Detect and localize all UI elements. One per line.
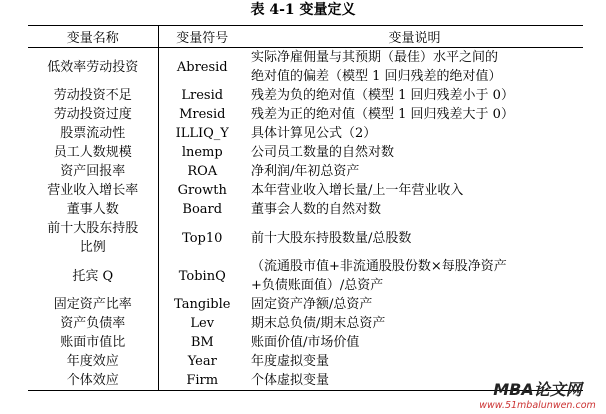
variable-description-cell (246, 105, 583, 124)
variable-description-line: 公司员工数量的自然对数 (251, 145, 395, 160)
variable-name-line: 劳动投资过度 (53, 107, 132, 122)
variable-description-cell (246, 295, 583, 314)
variable-symbol-cell: Growth (177, 183, 227, 198)
variable-name-line: 托宾 Q (72, 268, 114, 284)
variable-description-line: （流通股市值+非流通股股份数×每股净资产 (251, 259, 507, 274)
table-row (28, 48, 583, 87)
variable-name-cell (28, 295, 158, 314)
variable-name-line: 低效率劳动投资 (47, 59, 139, 75)
variable-description-cell (246, 200, 583, 219)
table-row (28, 181, 583, 200)
variable-description-line: 前十大股东持股数量/总股数 (251, 230, 412, 246)
variable-name-line: 固定资产比率 (53, 297, 132, 312)
table-caption: 表 4-1 变量定义 (250, 2, 356, 18)
table-header-row (28, 26, 583, 48)
variable-description-cell (246, 352, 583, 371)
table-row (28, 333, 583, 352)
variable-name-cell (28, 86, 158, 105)
table-row (28, 314, 583, 333)
variable-description-line: +负债账面值）/总资产 (251, 278, 384, 293)
variable-name-line: 资产负债率 (60, 316, 126, 331)
variable-description-cell (246, 162, 583, 181)
variable-name-cell (28, 257, 158, 295)
variable-name-line: 营业收入增长率 (47, 183, 139, 198)
variable-description-cell (246, 124, 583, 143)
variable-symbol-cell: Lev (190, 316, 215, 331)
table-row (28, 124, 583, 143)
variable-name-line: 劳动投资不足 (53, 88, 132, 103)
variable-name-cell (28, 200, 158, 219)
table-body (28, 48, 583, 391)
table-row (28, 143, 583, 162)
watermark-logo (475, 380, 600, 412)
header-variable-name: 变量名称 (28, 26, 158, 48)
variable-name-cell (28, 48, 158, 87)
variable-description-line: 期末总负债/期末总资产 (251, 316, 386, 331)
table-row (28, 257, 583, 295)
variable-name-cell (28, 181, 158, 200)
variable-description-cell (246, 219, 583, 257)
variable-name-line: 个体效应 (66, 373, 119, 388)
variable-definition-table (28, 25, 583, 391)
watermark-url: www.51mbalunwen.com (479, 400, 596, 411)
variable-description-line: 残差为负的绝对值（模型 1 回归残差小于 0） (251, 88, 514, 103)
variable-description-cell (246, 48, 583, 87)
table-row (28, 162, 583, 181)
variable-description-line: 具体计算见公式（2） (251, 126, 377, 141)
variable-description-line: 固定资产净额/总资产 (251, 297, 373, 312)
watermark-brand: MBA论文网 (493, 380, 582, 399)
variable-description-cell (246, 257, 583, 295)
variable-symbol-cell: Year (187, 354, 217, 369)
variable-description-line: 个体虚拟变量 (251, 373, 330, 388)
variable-description-cell (246, 181, 583, 200)
variable-symbol-cell: Lresid (181, 88, 224, 103)
variable-name-line: 资产回报率 (60, 164, 126, 179)
table-row (28, 295, 583, 314)
variable-description-cell (246, 86, 583, 105)
variable-name-cell (28, 333, 158, 352)
variable-symbol-cell: ILLIQ_Y (175, 126, 229, 141)
variable-description-cell (246, 333, 583, 352)
variable-symbol-cell: Tangible (174, 297, 231, 312)
variable-symbol-cell: BM (190, 335, 214, 350)
variable-symbol-cell: lnemp (181, 145, 223, 160)
variable-name-cell (28, 371, 158, 391)
table-row (28, 86, 583, 105)
variable-description-line: 董事会人数的自然对数 (251, 202, 382, 217)
variable-name-line: 账面市值比 (60, 335, 126, 350)
header-variable-description: 变量说明 (246, 26, 583, 48)
variable-name-line: 年度效应 (66, 354, 119, 369)
variable-name-cell (28, 105, 158, 124)
variable-description-cell (246, 143, 583, 162)
table-row (28, 105, 583, 124)
variable-name-line: 董事人数 (66, 202, 119, 217)
table-row (28, 200, 583, 219)
variable-description-cell (246, 314, 583, 333)
variable-symbol-cell: ROA (187, 164, 218, 179)
variable-description-line: 残差为正的绝对值（模型 1 回归残差大于 0） (251, 107, 514, 122)
table-row (28, 219, 583, 257)
variable-description-line: 年度虚拟变量 (251, 354, 330, 369)
variable-description-line: 实际净雇佣量与其预期（最佳）水平之间的 (251, 50, 499, 65)
variable-symbol-cell: Board (182, 202, 223, 217)
variable-name-cell (28, 143, 158, 162)
variable-name-line: 股票流动性 (60, 126, 126, 141)
variable-name-cell (28, 124, 158, 143)
table-row (28, 352, 583, 371)
variable-name-cell (28, 219, 158, 257)
variable-name-line: 比例 (79, 240, 106, 255)
variable-description-line: 净利润/年初总资产 (251, 164, 360, 179)
variable-name-cell (28, 162, 158, 181)
variable-symbol-cell: Mresid (179, 107, 226, 122)
variable-name-cell (28, 314, 158, 333)
header-variable-symbol: 变量符号 (158, 26, 246, 48)
variable-symbol-cell: Top10 (182, 230, 223, 246)
variable-name-line: 员工人数规模 (53, 145, 132, 160)
variable-description-line: 绝对值的偏差（模型 1 回归残差的绝对值） (251, 69, 502, 84)
variable-symbol-cell: Abresid (176, 59, 228, 75)
variable-name-cell (28, 352, 158, 371)
variable-description-line: 账面价值/市场价值 (251, 335, 360, 350)
variable-symbol-cell: Firm (158, 371, 246, 391)
variable-name-line: 前十大股东持股 (47, 221, 139, 236)
variable-symbol-cell: TobinQ (178, 268, 226, 284)
variable-description-line: 本年营业收入增长量/上一年营业收入 (251, 183, 464, 198)
